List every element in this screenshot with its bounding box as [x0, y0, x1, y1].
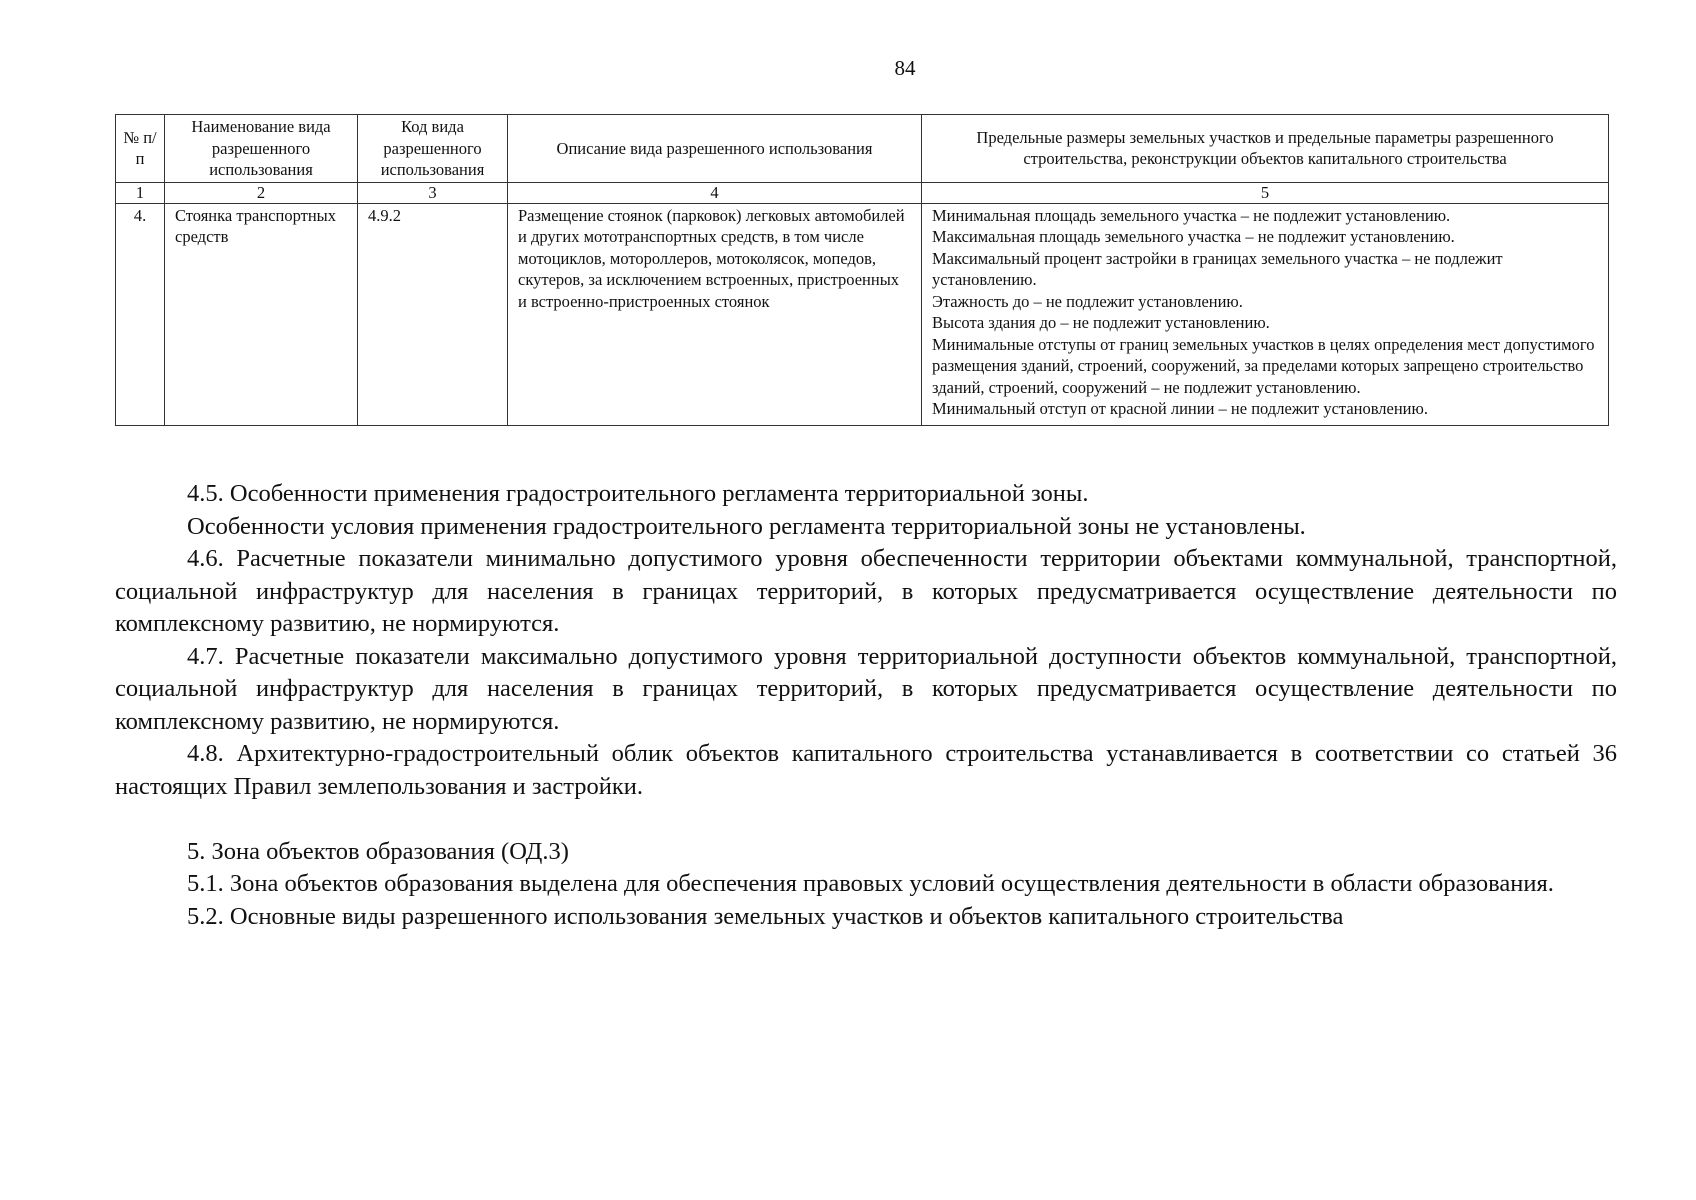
header-parameters: Предельные размеры земельных участков и предельные параметры разрешенного строительства, реконструкции объектов капитального строительства	[922, 115, 1609, 183]
row-use-description: Размещение стоянок (парковок) легковых автомобилей и других мототранспортных средств, в том числе мотоциклов, мотороллеров, мотоколясок, мопедов, скутеров, за исключением встроенных, пристроенных и встроенно-пристроенных стоянок	[508, 203, 922, 425]
header-description: Описание вида разрешенного использования	[508, 115, 922, 183]
parameter-min-setbacks: Минимальные отступы от границ земельных участков в целях определения мест допустимого размещения зданий, строений, сооружений, за пределами которых запрещено строительство зданий, строений, сооружений – не подлежит установлению.	[932, 334, 1595, 397]
header-code: Код вида разрешенного использования	[358, 115, 508, 183]
land-use-table	[115, 114, 1609, 426]
paragraph-4-5-text: Особенности условия применения градостроительного регламента территориальной зоны не установлены.	[187, 512, 1306, 540]
parameter-red-line-setback: Минимальный отступ от красной линии – не подлежит установлению.	[932, 399, 1428, 418]
table-row	[116, 203, 1609, 425]
row-parameters	[922, 203, 1609, 425]
column-number: 4	[508, 182, 922, 203]
paragraph-4-7: 4.7. Расчетные показатели максимально допустимого уровня территориальной доступности объектов коммунальной, транспортной, социальной инфраструктур для населения в границах территорий, в которых предусматривается осуществление деятельности по комплексному развитию, не нормируются.	[115, 642, 1617, 735]
row-use-code: 4.9.2	[358, 203, 508, 425]
parameter-building-percent: Максимальный процент застройки в границах земельного участка – не подлежит установлению.	[932, 248, 1503, 289]
row-number: 4.	[116, 203, 165, 425]
header-name: Наименование вида разрешенного использования	[165, 115, 358, 183]
document-body	[115, 478, 1617, 933]
column-number: 3	[358, 182, 508, 203]
paragraph-spacer	[115, 803, 1617, 836]
column-number: 5	[922, 182, 1609, 203]
parameter-height: Высота здания до – не подлежит установлению.	[932, 313, 1270, 332]
section-5-title: 5. Зона объектов образования (ОД.3)	[187, 837, 569, 865]
page-number: 84	[894, 56, 916, 80]
paragraph-5-1: 5.1. Зона объектов образования выделена для обеспечения правовых условий осуществления деятельности в области образования.	[187, 870, 1554, 897]
parameter-max-area: Максимальная площадь земельного участка – не подлежит установлению.	[932, 227, 1455, 246]
paragraph-4-8: 4.8. Архитектурно-градостроительный облик объектов капитального строительства устанавливается в соответствии со статьей 36 настоящих Правил землепользования и застройки.	[115, 740, 1617, 800]
row-use-name: Стоянка транспортных средств	[165, 203, 358, 425]
column-number: 1	[116, 182, 165, 203]
parameter-floors: Этажность до – не подлежит установлению.	[932, 291, 1243, 311]
paragraph-4-6: 4.6. Расчетные показатели минимально допустимого уровня обеспеченности территории объектами коммунальной, транспортной, социальной инфраструктур для населения в границах территорий, в которых предусматривается осуществление деятельности по комплексному развитию, не нормируются.	[115, 545, 1617, 637]
paragraph-5-2: 5.2. Основные виды разрешенного использования земельных участков и объектов капитального строительства	[187, 902, 1344, 930]
paragraph-4-5-title: 4.5. Особенности применения градостроительного регламента территориальной зоны.	[187, 480, 1089, 507]
parameter-min-area: Минимальная площадь земельного участка – не подлежит установлению.	[932, 205, 1451, 225]
table-header-row	[116, 115, 1609, 183]
column-number: 2	[165, 182, 358, 203]
column-number-row	[116, 182, 1609, 203]
header-number: № п/п	[116, 115, 165, 183]
